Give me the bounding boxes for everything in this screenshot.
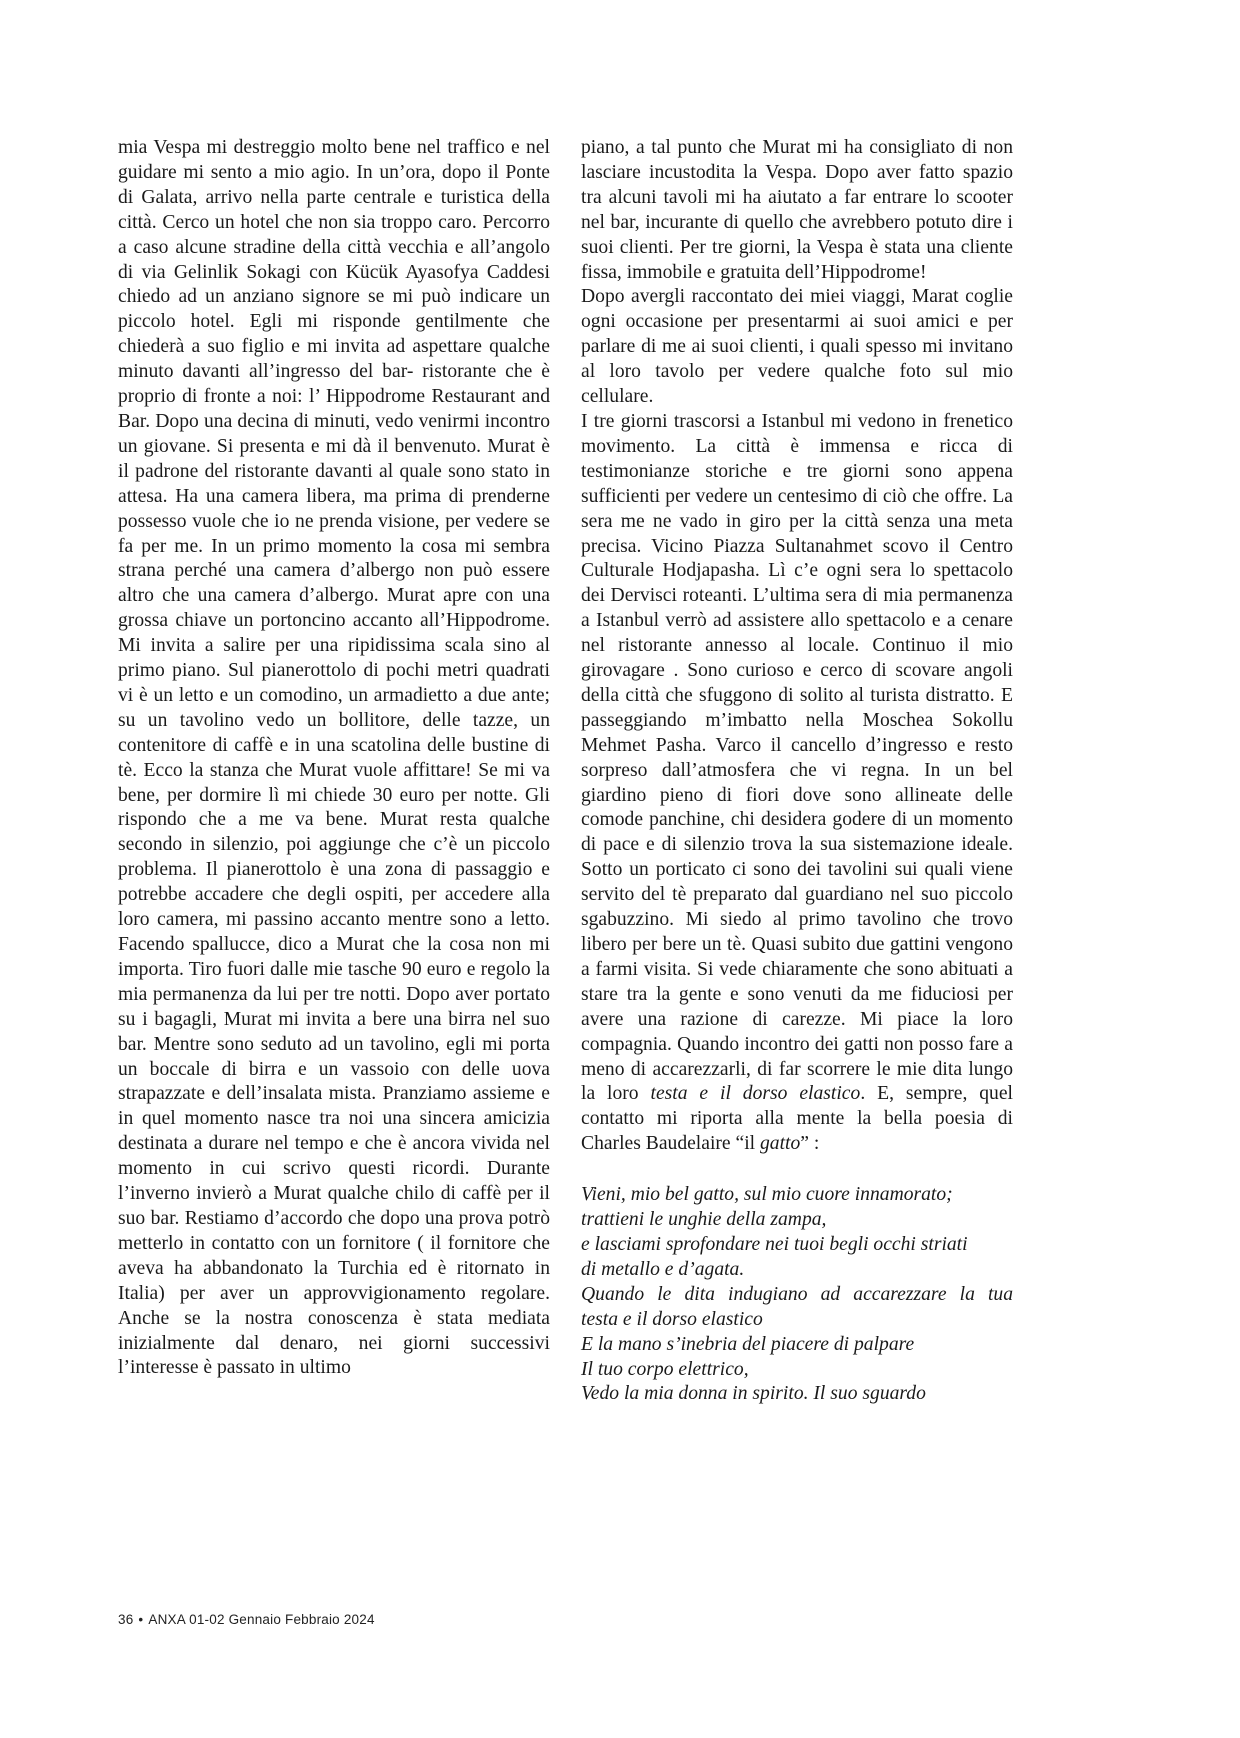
- right-text-column: [581, 136, 1013, 1407]
- poem-verse: e lasciami sprofondare nei tuoi begli occhi striati: [581, 1233, 968, 1255]
- publication-info: ANXA 01-02 Gennaio Febbraio 2024: [148, 1612, 375, 1627]
- poem-title: gatto: [760, 1133, 801, 1155]
- poem-verse: E la mano s’inebria del piacere di palpare: [581, 1333, 915, 1355]
- italic-phrase: testa e il dorso elastico: [650, 1083, 861, 1105]
- poem-verse: trattieni le unghie della zampa,: [581, 1209, 827, 1231]
- paragraph-text: ” :: [800, 1133, 820, 1155]
- body-paragraph: mia Vespa mi destreggio molto bene nel traffico e nel guidare mi sento a mio agio. In un’ora, dopo il Ponte di Galata, arrivo nella parte centrale e turistica della città. Cerco un hotel che non sia troppo caro. Percorro a caso alcune stradine della città vecchia e all’angolo di via Gelinlik Sokagi con Kücük Ayasofya Caddesi chiedo ad un anziano signore se mi può indicare un piccolo hotel. Egli mi risponde gentilmente che chiederà a suo figlio e mi invita ad aspettare qualche minuto davanti all’ingresso del bar- ristorante che è proprio di fronte a noi: l’ Hippodrome Restaurant and Bar. Dopo una decina di minuti, vedo venirmi incontro un giovane. Si presenta e mi dà il benvenuto. Murat è il padrone del ristorante davanti al quale sono stato in attesa. Ha una camera libera, ma prima di prenderne possesso vuole che io ne prenda visione, per vedere se fa per me. In un primo momento la cosa mi sembra strana perché una camera d’albergo non può essere altro che una camera d’albergo. Murat apre con una grossa chiave un portoncino accanto all’Hippodrome. Mi invita a salire per una ripidissima scala sino al primo piano. Sul pianerottolo di pochi metri quadrati vi è un letto e un comodino, un armadietto a due ante; su un tavolino vedo un bollitore, delle tazze, un contenitore di caffè e in una scatolina delle bustine di tè. Ecco la stanza che Murat vuole affittare! Se mi va bene, per dormire lì mi chiede 30 euro per notte. Gli rispondo che a me va bene. Murat resta qualche secondo in silenzio, poi aggiunge che c’è un piccolo problema. Il pianerottolo è una zona di passaggio e potrebbe accadere che degli ospiti, per accedere alla loro camera, mi passino accanto mentre sono a letto. Facendo spallucce, dico a Murat che la cosa non mi importa. Tiro fuori dalle mie tasche 90 euro e regolo la mia permanenza da lui per tre notti. Dopo aver portato su i bagagli, Murat mi invita a bere una birra nel suo bar. Mentre sono seduto ad un tavolino, egli mi porta un boccale di birra e un vassoio con delle uova strapazzate e dell’insalata mista. Pranziamo assieme e in quel momento nasce tra noi una sincera amicizia destinata a durare nel tempo e che è ancora vivida nel momento in cui scrivo questi ricordi. Durante l’inverno invierò a Murat qualche chilo di caffè per il suo bar. Restiamo d’accordo che dopo una prova potrò metterlo in contatto con un fornitore ( il fornitore che aveva ha abbandonato la Turchia ed è ritornato in Italia) per aver un approvvigionamento regolare. Anche se la nostra conoscenza è stata mediata inizialmente dal denaro, nei giorni successivi l’interesse è passato in ultimo: [118, 137, 550, 1379]
- paragraph-text: I tre giorni trascorsi a Istanbul mi vedono in frenetico movimento. La città è immensa e ricca di testimonianze storiche e tre giorni sono appena sufficienti per vedere un centesimo di ciò che offre. La sera me ne vado in giro per la città senza una meta precisa. Vicino Piazza Sultanahmet scovo il Centro Culturale Hodjapasha. Lì c’e ogni sera lo spettacolo dei Dervisci roteanti. L’ultima sera di mia permanenza a Istanbul verrò ad assistere allo spettacolo e a cenare nel ristorante annesso al locale. Continuo il mio girovagare . Sono curioso e cerco di scovare angoli della città che sfuggono di solito al turista distratto. E passeggiando m’imbatto nella Moschea Sokollu Mehmet Pasha. Varco il cancello d’ingresso e resto sorpreso dall’atmosfera che vi regna. In un bel giardino pieno di fiori dove sono allineate delle comode panchine, chi desidera godere di un momento di pace e di silenzio trova la sua sistemazione ideale. Sotto un porticato ci sono dei tavolini sui quali viene servito del tè preparato dal guardiano nel suo piccolo sgabuzzino. Mi siedo al primo tavolino che trovo libero per bere un tè. Quasi subito due gattini vengono a farmi visita. Si vede chiaramente che sono abituati a stare tra la gente e sono venuti da me fiduciosi per avere una razione di carezze. Mi piace la loro compagnia. Quando incontro dei gatti non posso fare a meno di accarezzarli, di far scorrere le mie dita lungo la loro: [581, 410, 1013, 1105]
- poem-verse: Vedo la mia donna in spirito. Il suo sguardo: [581, 1383, 926, 1405]
- poem-quote: [581, 1183, 1013, 1407]
- page-number: 36: [118, 1612, 134, 1627]
- left-text-column: [118, 136, 550, 1381]
- poem-verse: testa e il dorso elastico: [581, 1308, 763, 1330]
- paragraph-text: . E, sempre, quel contatto mi riporta alla mente la bella poesia di Charles Baudelaire “il: [581, 1083, 1013, 1155]
- poem-verse: Il tuo corpo elettrico,: [581, 1358, 749, 1380]
- poem-verse: Vieni, mio bel gatto, sul mio cuore innamorato;: [581, 1184, 953, 1206]
- poem-verse: di metallo e d’agata.: [581, 1258, 745, 1280]
- body-paragraph: Dopo avergli raccontato dei miei viaggi, Marat coglie ogni occasione per presentarmi ai suoi amici e per parlare di me ai suoi clienti, i quali spesso mi invitano al loro tavolo per vedere qualche foto sul mio cellulare.: [581, 286, 1013, 408]
- body-paragraph: piano, a tal punto che Murat mi ha consigliato di non lasciare incustodita la Vespa. Dopo aver fatto spazio tra alcuni tavoli mi ha aiutato a far entrare lo scooter nel bar, incurante di quello che avrebbero potuto dire i suoi clienti. Per tre giorni, la Vespa è stata una cliente fissa, immobile e gratuita dell’Hippodrome!: [581, 137, 1013, 283]
- page-footer: [118, 1612, 375, 1627]
- footer-bullet: •: [138, 1612, 144, 1627]
- body-paragraph: [581, 410, 1013, 1157]
- poem-verse: Quando le dita indugiano ad accarezzare la tua: [581, 1283, 1013, 1305]
